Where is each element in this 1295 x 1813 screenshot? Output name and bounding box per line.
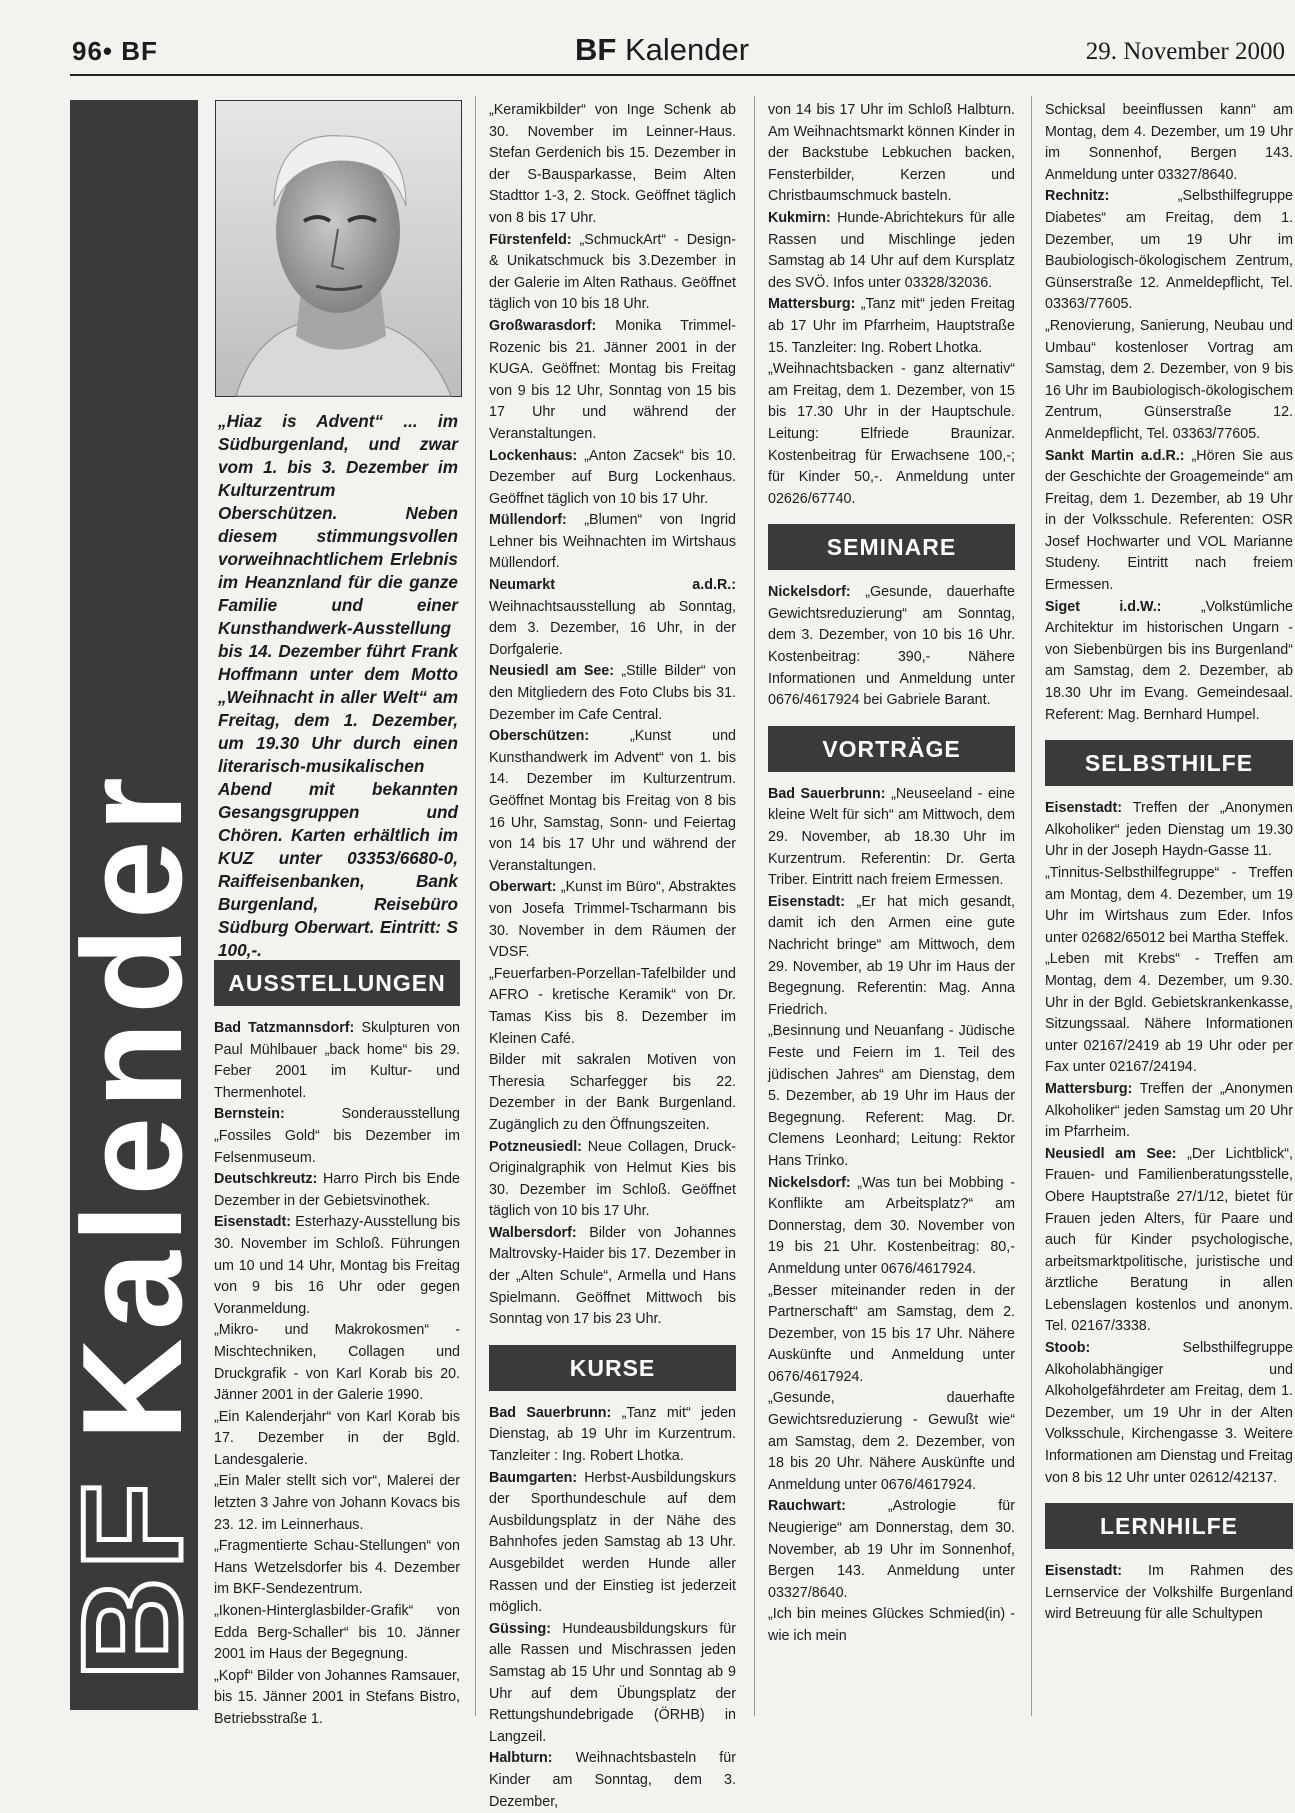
column-rule bbox=[754, 96, 755, 1716]
entry-text: „Stille Bilder“ von den Mitgliedern des Foto Clubs bis 31. Dezember im Cafe Central. bbox=[489, 663, 736, 723]
title-brand: BF bbox=[575, 32, 617, 67]
calendar-entry bbox=[768, 1388, 1015, 1496]
calendar-entry bbox=[768, 1281, 1015, 1389]
entry-text: „Mikro- und Makrokosmen“ - Mischtechniken, Collagen und Druckgrafik - von Karl Korab bis 20. Jänner 2001 in der Galerie 1990. bbox=[214, 1322, 460, 1404]
portrait-photo bbox=[215, 100, 462, 397]
entry-text: „Astrologie für Neugierige“ am Donnerstag, dem 30. November, ab 19 Uhr im Sonnenhof, Bergen 143. Anmeldung unter 03327/8640. bbox=[768, 1498, 1015, 1601]
calendar-entry bbox=[489, 1468, 736, 1619]
calendar-entry bbox=[1045, 100, 1293, 186]
entry-place: Bad Sauerbrunn: bbox=[489, 1404, 612, 1421]
entry-place: Rechnitz: bbox=[1045, 188, 1110, 205]
entry-place: Neumarkt a.d.R.: bbox=[489, 577, 736, 594]
calendar-entry bbox=[214, 1666, 460, 1731]
calendar-entry bbox=[489, 1748, 736, 1813]
entry-text: „Der Lichtblick“, Frauen- und Familienberatungsstelle, Obere Hauptstraße 27/1/12, bietet für Frauen jeden Alters, für Paare und auch für Kinder psychologische, arbeitsmarktpolitische, juristische und ärztliche Beratung in allen Lebenslagen kostenlos und anonym. Tel. 02167/3338. bbox=[1045, 1145, 1293, 1335]
portrait-image bbox=[216, 101, 461, 396]
entry-text: Bilder mit sakralen Motiven von Theresia Scharfegger bis 22. Dezember in der Bank Burgenland. Zugänglich zu den Öffnungszeiten. bbox=[489, 1052, 736, 1133]
page-number: 96• BF bbox=[72, 36, 158, 66]
calendar-entry bbox=[489, 575, 736, 661]
entry-list bbox=[1045, 798, 1293, 1489]
entry-text: „Kunst und Kunsthandwerk im Advent“ von 1. bis 14. Dezember im Kulturzentrum. Geöffnet Montag bis Freitag von 8 bis 16 Uhr, Samstag, Sonn- und Feiertag von 14 bis 17 Uhr und während der Veranstaltungen. bbox=[489, 728, 736, 874]
entry-list bbox=[768, 784, 1015, 1648]
calendar-entry bbox=[1045, 1561, 1293, 1626]
entry-text: von 14 bis 17 Uhr im Schloß Halbturn. Am Weihnachtsmarkt können Kinder in der Backstube Lebkuchen backen, Fensterbilder, Kerzen und Christbaumschmuck basteln. bbox=[768, 102, 1015, 205]
issue-date: 29. November 2000 bbox=[1085, 38, 1285, 65]
entry-text: „Tanz mit“ jeden Freitag ab 17 Uhr im Pfarrheim, Hauptstraße 15. Tanzleiter: Ing. Robert Lhotka. bbox=[768, 296, 1015, 356]
entry-place: Fürstenfeld: bbox=[489, 231, 572, 248]
calendar-entry bbox=[768, 208, 1015, 294]
entry-place: Halbturn: bbox=[489, 1750, 553, 1767]
entry-place: Neusiedl am See: bbox=[1045, 1145, 1177, 1162]
entry-text: „Hören Sie aus der Geschichte der Groagemeinde“ am Freitag, dem 1. Dezember, ab 19 Uhr in der Volksschule. Referenten: OSR Josef Hochwarter und VOL Marianne Studeny. Eintritt nach freiem Ermessen. bbox=[1045, 447, 1293, 594]
entry-place: Sankt Martin a.d.R.: bbox=[1045, 447, 1185, 464]
calendar-entry bbox=[214, 1212, 460, 1320]
calendar-entry bbox=[1045, 1338, 1293, 1489]
entry-text: „Selbsthilfegruppe Diabetes“ am Freitag, dem 1. Dezember, um 19 Uhr im Baubiologisch-ökologischem Zentrum, Günserstraße 12. Anmeldepflicht, Tel. 03363/77605. bbox=[1045, 188, 1293, 313]
entry-place: Baumgarten: bbox=[489, 1469, 578, 1486]
entry-place: Oberwart: bbox=[489, 879, 557, 896]
entry-text: „Feuerfarben-Porzellan-Tafelbilder und AFRO - kretische Keramik“ von Dr. Tamas Kiss bis 8. Dezember im Kleinen Café. bbox=[489, 965, 736, 1047]
entry-text: „Anton Zacsek“ bis 10. Dezember auf Burg Lockenhaus. Geöffnet täglich von 10 bis 17 Uhr. bbox=[489, 447, 736, 507]
entry-place: Eisenstadt: bbox=[1045, 1563, 1123, 1580]
entry-text: Monika Trimmel-Rozenic bis 21. Jänner 2001 in der KUGA. Geöffnet: Montag bis Freitag von 9 bis 12 Uhr, Sonntag von 15 bis 17 Uhr und während der Veranstaltungen. bbox=[489, 317, 736, 442]
calendar-entry bbox=[768, 892, 1015, 1022]
header-rule bbox=[70, 74, 1295, 76]
entry-text: Selbsthilfegruppe Alkoholabhängiger und Alkoholgefährdeter am Freitag, dem 1. Dezember, um 19 Uhr in der Alten Volksschule, Kirchengasse 3. Weitere Informationen am Dienstag und Freitag von 8 bis 12 Uhr unter 02612/42137. bbox=[1045, 1340, 1293, 1486]
column-4 bbox=[1045, 100, 1293, 1626]
entry-text: „Besinnung und Neuanfang - Jüdische Feste und Feiern im 1. Teil des jüdischen Jahres“ am Dienstag, dem 5. Dezember, ab 19 Uhr im Haus der Begegnung. Referent: Mag. Dr. Clemens Leonhard; Leitung: Rektor Hans Trinko. bbox=[768, 1023, 1015, 1169]
calendar-entry bbox=[1045, 446, 1293, 597]
entry-place: Potzneusiedl: bbox=[489, 1138, 582, 1155]
calendar-entry bbox=[489, 1137, 736, 1223]
calendar-entry bbox=[489, 661, 736, 726]
entry-text: Treffen der „Anonymen Alkoholiker“ jeden Samstag um 20 Uhr im Pfarrheim. bbox=[1045, 1080, 1293, 1141]
section-header-ausstellungen: AUSSTELLUNGEN bbox=[214, 960, 460, 1006]
entry-text: Herbst-Ausbildungskurs der Sporthundeschule auf dem Ausbildungsplatz in der Nähe des Bahnhofes jeden Samstag ab 13 Uhr. Ausgebildet werden Hunde aller Rassen und der Einstieg ist jederzeit möglich. bbox=[489, 1469, 736, 1616]
column-rule bbox=[475, 96, 476, 1716]
entry-text: Esterhazy-Ausstellung bis 30. November im Schloß. Führungen um 10 und 14 Uhr, Montag bis Freitag von 9 bis 16 Uhr oder gegen Voranmeldung. bbox=[214, 1214, 460, 1317]
entry-text: „Weihnachtsbacken - ganz alternativ“ am Freitag, dem 1. Dezember, von 15 bis 17.30 Uhr in der Hauptschule. Leitung: Elfriede Braunizar. Kostenbeitrag für Erwachsene 100,-; für Kinder 50,-. Anmeldung unter 02626/67740. bbox=[768, 361, 1015, 507]
section-header-kurse: KURSE bbox=[489, 1345, 736, 1391]
entry-text: „Gesunde, dauerhafte Gewichtsreduzierung“ am Sonntag, dem 3. Dezember, von 10 bis 16 Uhr. Kostenbeitrag: 390,- Nähere Informationen und Anmeldung unter 0676/4617924 bei Gabriele Barant. bbox=[768, 584, 1015, 709]
entry-text: „Volkstümliche Architektur im historischen Ungarn - von Siebenbürgen bis ins Burgenland“ am Samstag, dem 2. Dezember, ab 18.30 Uhr im Evang. Gemeindesaal. Referent: Mag. Bernhard Humpel. bbox=[1045, 598, 1293, 723]
entry-text: „Fragmentierte Schau-Stellungen“ von Hans Wetzelsdorfer bis 4. Dezember im BKF-Sendezentrum. bbox=[214, 1538, 460, 1598]
calendar-entry bbox=[214, 1471, 460, 1536]
calendar-entry bbox=[214, 1320, 460, 1406]
calendar-entry bbox=[768, 100, 1015, 208]
intro-text: „Hiaz is Advent“ ... im Südburgenland, und zwar vom 1. bis 3. Dezember im Kulturzentrum Oberschützen. Neben diesem stimmungsvollen vorweihnachtlichem Erlebnis im Heanznland für die ganze Familie und einer Kunsthandwerk-Ausstellung bis 14. Dezember führt Frank Hoffmann unter dem Motto „Weihnacht in aller Welt“ am Freitag, dem 1. Dezember, um 19.30 Uhr durch einen literarisch-musikalischen Abend mit bekannten Gesangsgruppen und Chören. Karten erhältlich im KUZ unter 03353/6680-0, Raiffeisenbanken, Bank Burgenland, Reisebüro Südburg Oberwart. Eintritt: S 100,-. bbox=[218, 411, 458, 960]
entry-text: Bilder von Johannes Maltrovsky-Haider bis 17. Dezember in der „Alten Schule“, Armella und Hans Spielmann. Geöffnet Mittwoch bis Sonntag von 17 bis 23 Uhr. bbox=[489, 1224, 736, 1328]
sidebar-title bbox=[53, 100, 212, 1710]
entry-text: „Ein Kalenderjahr“ von Karl Korab bis 17. Dezember in der Bgld. Landesgalerie. bbox=[214, 1408, 460, 1468]
entry-place: Neusiedl am See: bbox=[489, 663, 615, 680]
calendar-entry bbox=[768, 582, 1015, 712]
calendar-entry bbox=[1045, 186, 1293, 316]
entry-list bbox=[1045, 1561, 1293, 1626]
entry-place: Mattersburg: bbox=[1045, 1080, 1133, 1097]
entry-text: „Ich bin meines Glückes Schmied(in) - wie ich mein bbox=[768, 1606, 1015, 1644]
entry-place: Bernstein: bbox=[214, 1106, 285, 1123]
entry-text: „Ikonen-Hinterglasbilder-Grafik“ von Edda Berg-Schaller“ bis 10. Jänner 2001 im Haus der Begegnung. bbox=[214, 1603, 460, 1663]
calendar-entry bbox=[1045, 316, 1293, 446]
entry-text: Weihnachtsausstellung ab Sonntag, dem 3. Dezember, 16 Uhr, in der Dorfgalerie. bbox=[489, 598, 736, 658]
calendar-entry bbox=[214, 1104, 460, 1169]
entry-place: Stoob: bbox=[1045, 1340, 1091, 1357]
entry-text: Hundeausbildungskurs für alle Rassen und Mischrassen jeden Samstag ab 15 Uhr und Sonntag ab 9 Uhr auf dem Übungsplatz der Rettungshundebrigade (ÖRHB) in Langzeil. bbox=[489, 1620, 736, 1745]
entry-text: „Besser miteinander reden in der Partnerschaft“ am Samstag, dem 2. Dezember, von 15 bis 17 Uhr. Nähere Auskünfte und Anmeldung unter 0676/4617924. bbox=[768, 1282, 1015, 1385]
entry-place: Kukmirn: bbox=[768, 209, 831, 226]
column-rule bbox=[1031, 96, 1032, 1716]
entry-place: Nickelsdorf: bbox=[768, 584, 851, 601]
entry-list bbox=[768, 100, 1015, 510]
entry-place: Müllendorf: bbox=[489, 512, 567, 529]
calendar-entry bbox=[489, 726, 736, 877]
entry-place: Siget i.d.W.: bbox=[1045, 598, 1162, 615]
calendar-entry bbox=[1045, 1144, 1293, 1338]
entry-place: Walbersdorf: bbox=[489, 1224, 577, 1241]
section-header-lernhilfe: LERNHILFE bbox=[1045, 1503, 1293, 1549]
calendar-entry bbox=[768, 294, 1015, 359]
column-1 bbox=[214, 960, 460, 1731]
entry-place: Eisenstadt: bbox=[768, 893, 846, 910]
calendar-entry bbox=[214, 1407, 460, 1472]
calendar-entry bbox=[489, 964, 736, 1050]
calendar-entry bbox=[768, 359, 1015, 510]
entry-list bbox=[768, 582, 1015, 712]
entry-place: Eisenstadt: bbox=[214, 1214, 292, 1231]
entry-text: „Renovierung, Sanierung, Neubau und Umbau“ kostenloser Vortrag am Samstag, dem 2. Dezember, von 9 bis 16 Uhr im Baubiologisch-ökologischem Zentrum, Günserstraße 12. Anmeldepflicht, Tel. 03363/77605. bbox=[1045, 317, 1293, 442]
calendar-entry bbox=[1045, 798, 1293, 863]
entry-list bbox=[214, 1018, 460, 1731]
calendar-entry bbox=[489, 1403, 736, 1468]
calendar-entry bbox=[1045, 949, 1293, 1079]
calendar-entry bbox=[768, 1496, 1015, 1604]
entry-text: „Was tun bei Mobbing - Konflikte am Arbeitsplatz?“ am Donnerstag, dem 30. November von 19 bis 21 Uhr. Kostenbeitrag: 80,- Anmeldung unter 0676/4617924. bbox=[768, 1174, 1015, 1277]
calendar-entry bbox=[489, 510, 736, 575]
column-3 bbox=[768, 100, 1015, 1648]
section-header-selbsthilfe: SELBSTHILFE bbox=[1045, 740, 1293, 786]
entry-place: Güssing: bbox=[489, 1620, 551, 1637]
entry-text: „Gesunde, dauerhafte Gewichtsreduzierung - Gewußt wie“ am Samstag, dem 2. Dezember, von 18 bis 20 Uhr. Nähere Auskünfte und Anmeldung unter 0676/4617924. bbox=[768, 1390, 1015, 1493]
column-2 bbox=[489, 100, 736, 1813]
calendar-entry bbox=[214, 1169, 460, 1212]
calendar-entry bbox=[214, 1601, 460, 1666]
section-header-vortraege: VORTRÄGE bbox=[768, 726, 1015, 772]
entry-place: Eisenstadt: bbox=[1045, 800, 1123, 817]
calendar-entry bbox=[768, 784, 1015, 892]
sidebar-word: Kalender bbox=[53, 769, 212, 1441]
entry-text: Sonderausstellung „Fossiles Gold“ bis Dezember im Felsenmuseum. bbox=[214, 1106, 460, 1166]
entry-text: Treffen der „Anonymen Alkoholiker“ jeden Dienstag um 19.30 Uhr in der Joseph Haydn-Gasse 11. bbox=[1045, 800, 1293, 860]
entry-text: „Kopf“ Bilder von Johannes Ramsauer, bis 15. Jänner 2001 in Stefans Bistro, Betriebsstraße 1. bbox=[214, 1667, 460, 1727]
entry-text: Im Rahmen des Lernservice der Volkshilfe Burgenland wird Betreuung für alle Schultypen bbox=[1045, 1563, 1293, 1623]
title-text: Kalender bbox=[624, 32, 750, 67]
calendar-entry bbox=[489, 316, 736, 446]
entry-place: Lockenhaus: bbox=[489, 447, 578, 464]
calendar-entry bbox=[489, 877, 736, 963]
entry-text: „Neuseeland - eine kleine Welt für sich“ am Mittwoch, dem 29. November, ab 18.30 Uhr im Kurzentrum. Referentin: Dr. Gerta Triber. Eintritt nach freiem Ermessen. bbox=[768, 785, 1015, 889]
calendar-entry bbox=[768, 1173, 1015, 1281]
entry-list bbox=[489, 1403, 736, 1813]
entry-text: Harro Pirch bis Ende Dezember in der Gebietsvinothek. bbox=[214, 1171, 460, 1209]
entry-list bbox=[1045, 100, 1293, 726]
calendar-entry bbox=[214, 1018, 460, 1104]
entry-text: Skulpturen von Paul Mühlbauer „back home“ bis 29. Feber 2001 im Kultur- und Thermenhotel. bbox=[214, 1020, 460, 1101]
entry-text: „Tanz mit“ jeden Dienstag, ab 19 Uhr im Kurzentrum. Tanzleiter : Ing. Robert Lhotka. bbox=[489, 1404, 736, 1465]
calendar-entry bbox=[489, 1223, 736, 1331]
entry-text: Weihnachtsbasteln für Kinder am Sonntag, dem 3. Dezember, bbox=[489, 1750, 736, 1810]
page-header bbox=[0, 0, 1295, 78]
entry-text: „Ein Maler stellt sich vor“, Malerei der letzten 3 Jahre von Johann Kovacs bis 23. 12. im Leinnerhaus. bbox=[214, 1473, 460, 1533]
entry-text: Neue Collagen, Druck- Originalgraphik von Helmut Kies bis 30. Dezember im Schloß. Geöffnet täglich von 10 bis 17 Uhr. bbox=[489, 1138, 736, 1220]
entry-text: „Leben mit Krebs“ - Treffen am Montag, dem 4. Dezember, um 9.30. Uhr in der Bgld. Gebietskrankenkasse, Sitzungssaal. Nähere Informationen unter 02167/2419 ab 19 Uhr oder per Fax unter 02167/24194. bbox=[1045, 951, 1293, 1076]
entry-place: Großwarasdorf: bbox=[489, 317, 597, 334]
entry-text: „SchmuckArt“ - Design- & Unikatschmuck bis 3.Dezember in der Galerie im Alten Rathaus. Geöffnet täglich von 10 bis 18 Uhr. bbox=[489, 231, 736, 313]
entry-text: Schicksal beeinflussen kann“ am Montag, dem 4. Dezember, um 19 Uhr im Sonnenhof, Bergen 143. Anmeldung unter 03327/8640. bbox=[1045, 102, 1293, 183]
entry-text: „Kunst im Büro“, Abstraktes von Josefa Trimmel-Tscharmann bis 30. November in dem Räumen der VDSF. bbox=[489, 879, 736, 961]
entry-place: Rauchwart: bbox=[768, 1498, 846, 1515]
entry-text: „Keramikbilder“ von Inge Schenk ab 30. November im Leinner-Haus. Stefan Gerdenich bis 15. Dezember in der S-Bausparkasse, Beim Alten Stadttor 1-3, 2. Stock. Geöffnet täglich von 8 bis 17 Uhr. bbox=[489, 102, 736, 226]
entry-place: Bad Sauerbrunn: bbox=[768, 785, 886, 802]
calendar-entry bbox=[214, 1536, 460, 1601]
calendar-entry bbox=[489, 1050, 736, 1136]
sidebar-bf: BF bbox=[53, 1474, 212, 1680]
page-title bbox=[575, 32, 749, 68]
entry-text: Hunde-Abrichtekurs für alle Rassen und Mischlinge jeden Samstag ab 14 Uhr auf dem Kursplatz des SVÖ. Infos unter 03328/32036. bbox=[768, 209, 1015, 291]
entry-place: Mattersburg: bbox=[768, 296, 856, 313]
calendar-entry bbox=[489, 230, 736, 316]
kalender-sidebar bbox=[53, 100, 212, 1710]
entry-list bbox=[489, 100, 736, 1331]
entry-text: „Er hat mich gesandt, damit ich den Armen eine gute Nachricht bringe“ am Mittwoch, dem 29. November, ab 19 Uhr im Haus der Begegnung. Referentin: Mag. Anna Friedrich. bbox=[768, 893, 1015, 1018]
calendar-entry bbox=[489, 100, 736, 230]
calendar-entry bbox=[768, 1021, 1015, 1172]
calendar-entry bbox=[489, 446, 736, 511]
calendar-entry bbox=[489, 1619, 736, 1749]
entry-place: Nickelsdorf: bbox=[768, 1174, 851, 1191]
entry-place: Oberschützen: bbox=[489, 728, 590, 745]
entry-text: „Tinnitus-Selbsthilfegruppe“ - Treffen am Montag, dem 4. Dezember, um 19 Uhr im Wirtshaus zum Eder. Infos unter 02682/65012 bei Martha Steffek. bbox=[1045, 865, 1293, 946]
calendar-entry bbox=[768, 1604, 1015, 1647]
calendar-entry bbox=[1045, 597, 1293, 727]
entry-place: Deutschkreutz: bbox=[214, 1171, 318, 1188]
calendar-entry bbox=[1045, 1079, 1293, 1144]
entry-place: Bad Tatzmannsdorf: bbox=[214, 1020, 355, 1036]
entry-text: „Blumen“ von Ingrid Lehner bis Weihnachten im Wirtshaus Müllendorf. bbox=[489, 512, 736, 572]
section-header-seminare: SEMINARE bbox=[768, 524, 1015, 570]
calendar-entry bbox=[1045, 863, 1293, 949]
